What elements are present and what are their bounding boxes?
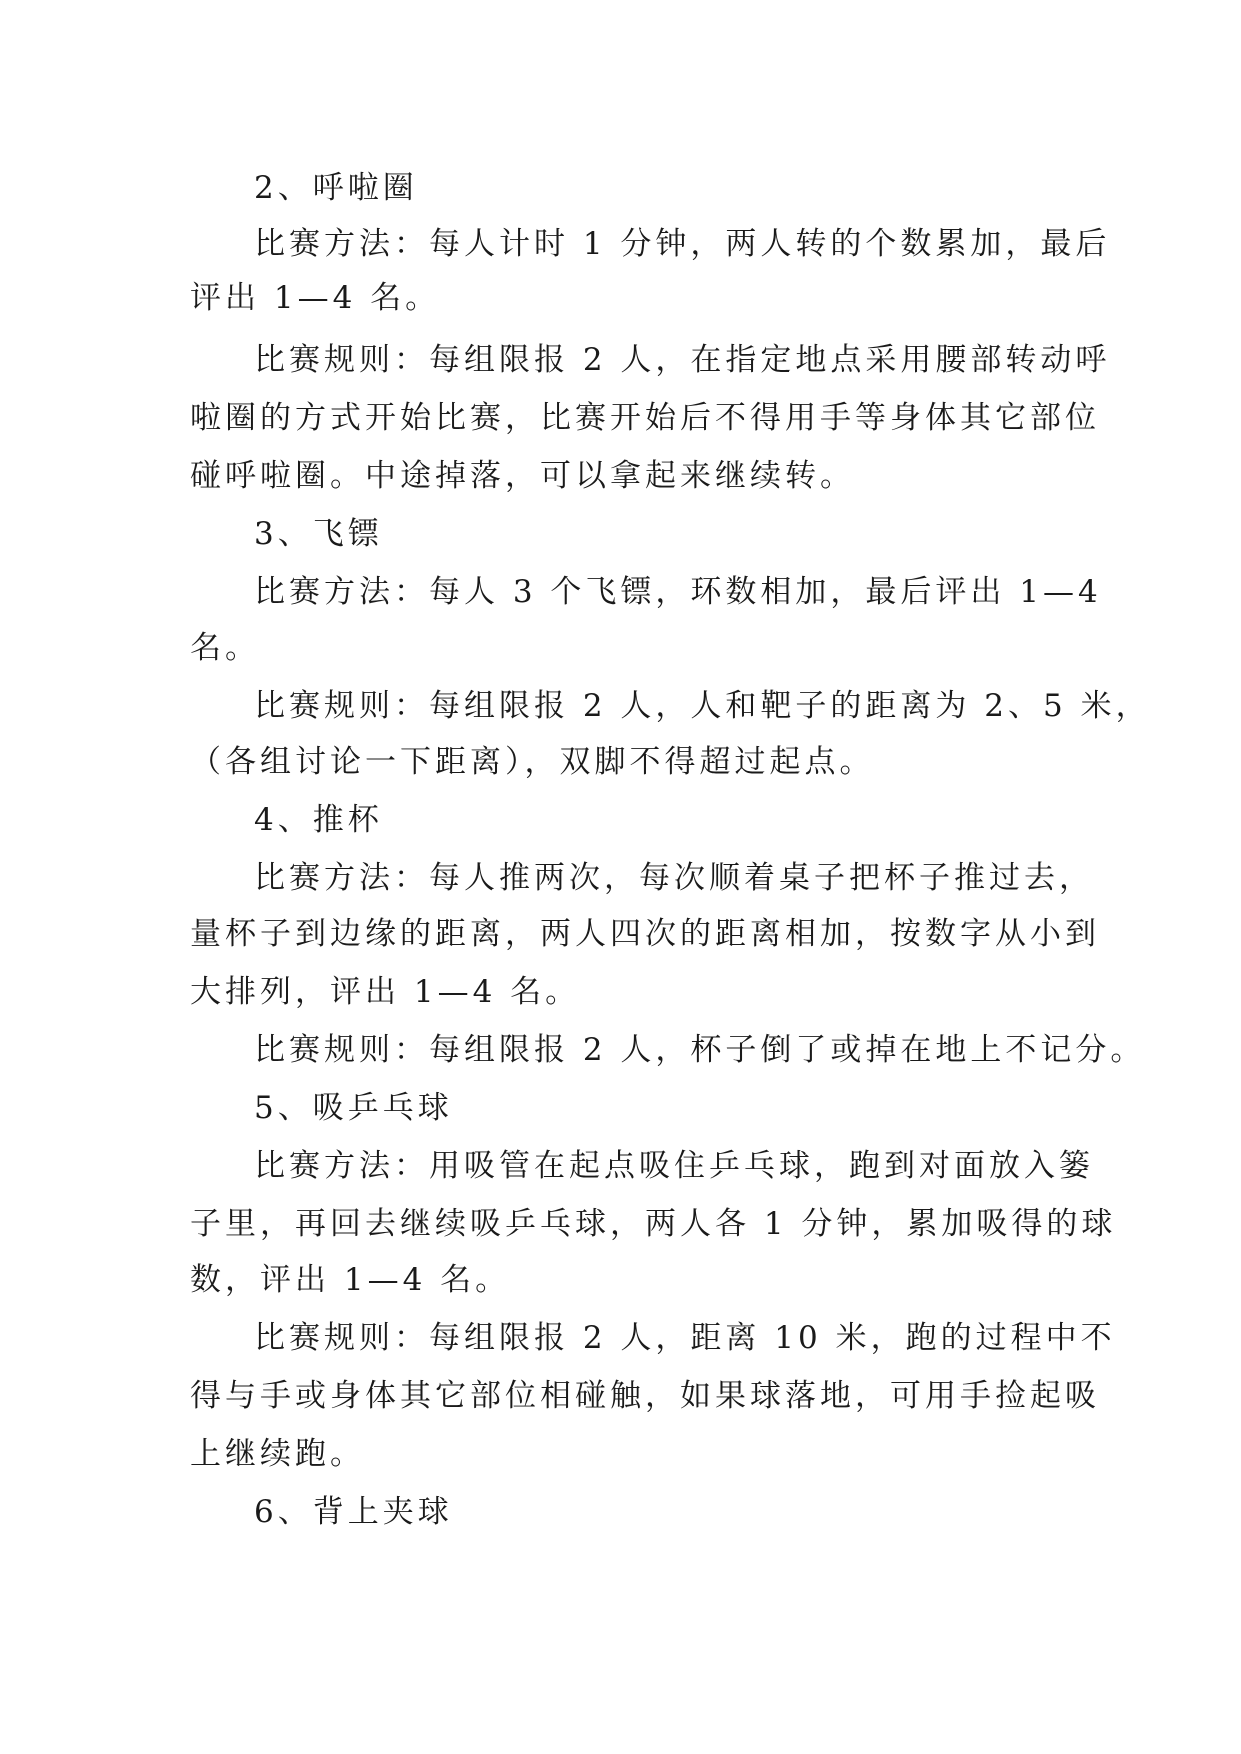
paragraph-line: 比赛规则：每组限报 2 人，距离 10 米，跑的过程中不 bbox=[254, 1320, 1116, 1356]
paragraph-line: （各组讨论一下距离），双脚不得超过起点。 bbox=[190, 744, 875, 780]
paragraph-line: 大排列，评出 1—4 名。 bbox=[190, 974, 581, 1010]
paragraph-line: 比赛方法：每人推两次，每次顺着桌子把杯子推过去， bbox=[254, 860, 1094, 896]
paragraph-line: 比赛方法：每人计时 1 分钟，两人转的个数累加，最后 bbox=[254, 226, 1111, 262]
paragraph-line: 数，评出 1—4 名。 bbox=[190, 1262, 511, 1298]
paragraph-line: 名。 bbox=[190, 630, 260, 666]
paragraph-line: 碰呼啦圈。中途掉落，可以拿起来继续转。 bbox=[190, 458, 855, 494]
section-heading-darts: 3、飞镖 bbox=[254, 516, 383, 552]
paragraph-line: 比赛规则：每组限报 2 人，杯子倒了或掉在地上不记分。 bbox=[254, 1032, 1146, 1068]
section-heading-back-ball: 6、背上夹球 bbox=[254, 1494, 453, 1530]
paragraph-line: 比赛方法：每人 3 个飞镖，环数相加，最后评出 1—4 bbox=[254, 574, 1102, 610]
paragraph-line: 比赛规则：每组限报 2 人，人和靶子的距离为 2、5 米， bbox=[254, 688, 1151, 724]
paragraph-line: 啦圈的方式开始比赛，比赛开始后不得用手等身体其它部位 bbox=[190, 400, 1100, 436]
paragraph-line: 比赛规则：每组限报 2 人，在指定地点采用腰部转动呼 bbox=[254, 342, 1111, 378]
paragraph-line: 量杯子到边缘的距离，两人四次的距离相加，按数字从小到 bbox=[190, 916, 1100, 952]
paragraph-line: 子里，再回去继续吸乒乓球，两人各 1 分钟，累加吸得的球 bbox=[190, 1206, 1117, 1242]
paragraph-line: 评出 1—4 名。 bbox=[190, 280, 441, 316]
paragraph-line: 上继续跑。 bbox=[190, 1436, 365, 1472]
section-heading-ping-pong: 5、吸乒乓球 bbox=[254, 1090, 453, 1126]
section-heading-push-cup: 4、推杯 bbox=[254, 802, 383, 838]
section-heading-hula-hoop: 2、呼啦圈 bbox=[254, 170, 418, 206]
paragraph-line: 比赛方法：用吸管在起点吸住乒乓球，跑到对面放入篓 bbox=[254, 1148, 1094, 1184]
paragraph-line: 得与手或身体其它部位相碰触，如果球落地，可用手捡起吸 bbox=[190, 1378, 1100, 1414]
